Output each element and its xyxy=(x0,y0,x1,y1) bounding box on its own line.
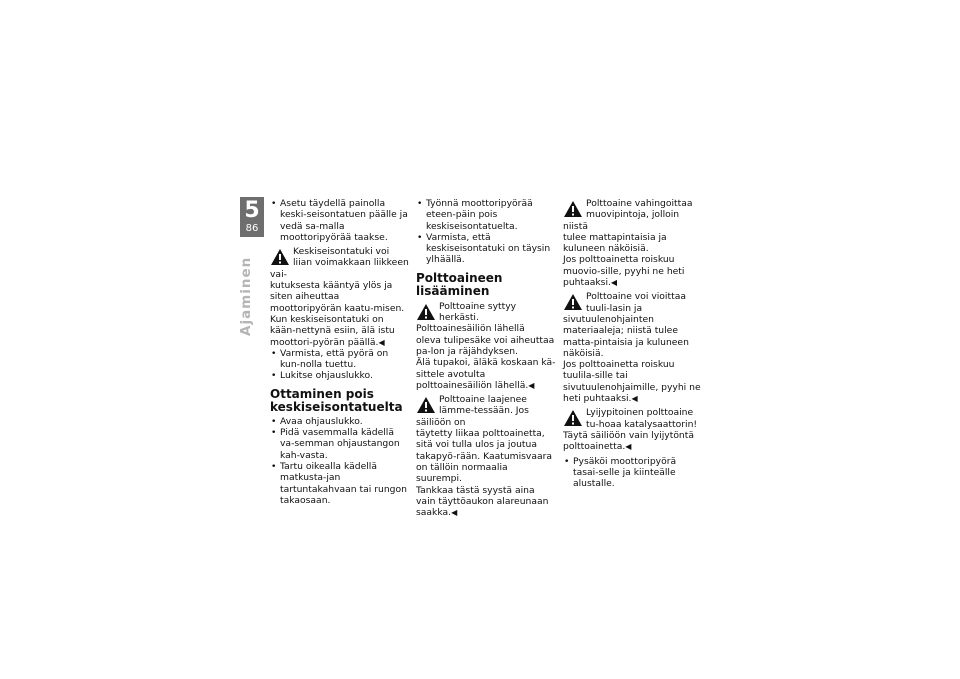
list-item: • Pidä vasemmalla kädellä va-semman ohjaustangon kah-vasta. xyxy=(271,427,400,461)
warning-block: Keskiseisontatuki voi liian voimakkaan liikkeen vai- kutuksesta kääntyä ylös ja siten aiheuttaa moottoripyörän kaatu-misen. Kun keskiseisontatuki on kään-nettynä esiin, älä istu moottori-pyörän päällä.◀ xyxy=(270,246,409,348)
warning-icon xyxy=(416,395,436,415)
end-mark-icon: ◀ xyxy=(528,380,535,390)
warning-icon xyxy=(270,247,290,267)
warning-block: Lyijypitoinen polttoaine tu-hoaa katalysaattorin! Täytä säiliöön vain lyijytöntä polttoainetta.◀ xyxy=(563,407,698,453)
chapter-title: Ajaminen xyxy=(238,256,254,336)
warning-block: Polttoaine laajenee lämme-tessään. Jos säiliöön on täytetty liikaa polttoainetta, sitä voi tulla ulos ja joutua takapyö-rään. Kaatumisvaara on tällöin normaalia suurempi. Tankkaa tästä syystä aina vain täyttöaukon alareunaan saakka.◀ xyxy=(416,394,553,519)
warning-block: Polttoaine voi vioittaa tuuli-lasin ja sivutuulenohjainten materiaaleja; niistä tulee matta-pintaisia ja kuluneen näköisiä. Jos polttoainetta roiskuu tuulila-sille tai sivutuulenohjaimille, pyyhi ne heti puhtaaksi.◀ xyxy=(563,291,701,405)
list-item: • Avaa ohjauslukko. xyxy=(271,415,363,427)
list-item: • Työnnä moottoripyörää eteen-päin pois keskiseisontatuelta. xyxy=(417,198,533,232)
end-mark-icon: ◀ xyxy=(625,442,632,452)
warning-icon xyxy=(416,302,436,322)
list-item: • Varmista, että keskiseisontatuki on täysin ylhäällä. xyxy=(417,231,551,266)
column-3 xyxy=(563,198,703,489)
column-2 xyxy=(416,198,556,518)
section-heading: Polttoaineen lisääminen xyxy=(416,270,503,298)
end-mark-icon: ◀ xyxy=(378,337,385,347)
warning-block: Polttoaine syttyy herkästi. Polttoainesäiliön lähellä oleva tulipesäke voi aiheuttaa pa-lon ja räjähdyksen. Älä tupakoi, äläkä koskaan kä-sittele avotulta polttoainesäiliön lähellä.◀ xyxy=(416,300,556,391)
chapter-number: 5 xyxy=(244,198,260,223)
list-item: • Tartu oikealla kädellä matkusta-jan tartuntakahvaan tai rungon takaosaan. xyxy=(271,460,407,506)
column-1 xyxy=(270,198,410,506)
page-number: 86 xyxy=(245,223,259,234)
list-item: • Lukitse ohjauslukko. xyxy=(271,370,373,382)
list-item: • Varmista, että pyörä on kun-nolla tuettu. xyxy=(271,347,389,371)
end-mark-icon: ◀ xyxy=(610,278,618,288)
chapter-tab xyxy=(240,197,264,237)
end-mark-icon: ◀ xyxy=(631,394,638,404)
warning-icon xyxy=(563,408,583,428)
warning-icon xyxy=(563,292,583,312)
section-heading: Ottaminen pois keskiseisontatuelta xyxy=(270,386,403,414)
warning-block: Polttoaine vahingoittaa muovipintoja, jolloin niistä tulee mattapintaisia ja kuluneen näköisiä. Jos polttoainetta roiskuu muovio-sille, pyyhi ne heti puhtaaksi.◀ xyxy=(563,198,693,289)
end-mark-icon: ◀ xyxy=(451,508,458,518)
warning-icon xyxy=(563,199,583,219)
list-item: • Pysäköi moottoripyörä tasai-selle ja kiinteälle alustalle. xyxy=(564,455,677,490)
list-item: • Asetu täydellä painolla keski-seisontatuen päälle ja vedä sa-malla moottoripyörää taakse. xyxy=(271,198,408,243)
